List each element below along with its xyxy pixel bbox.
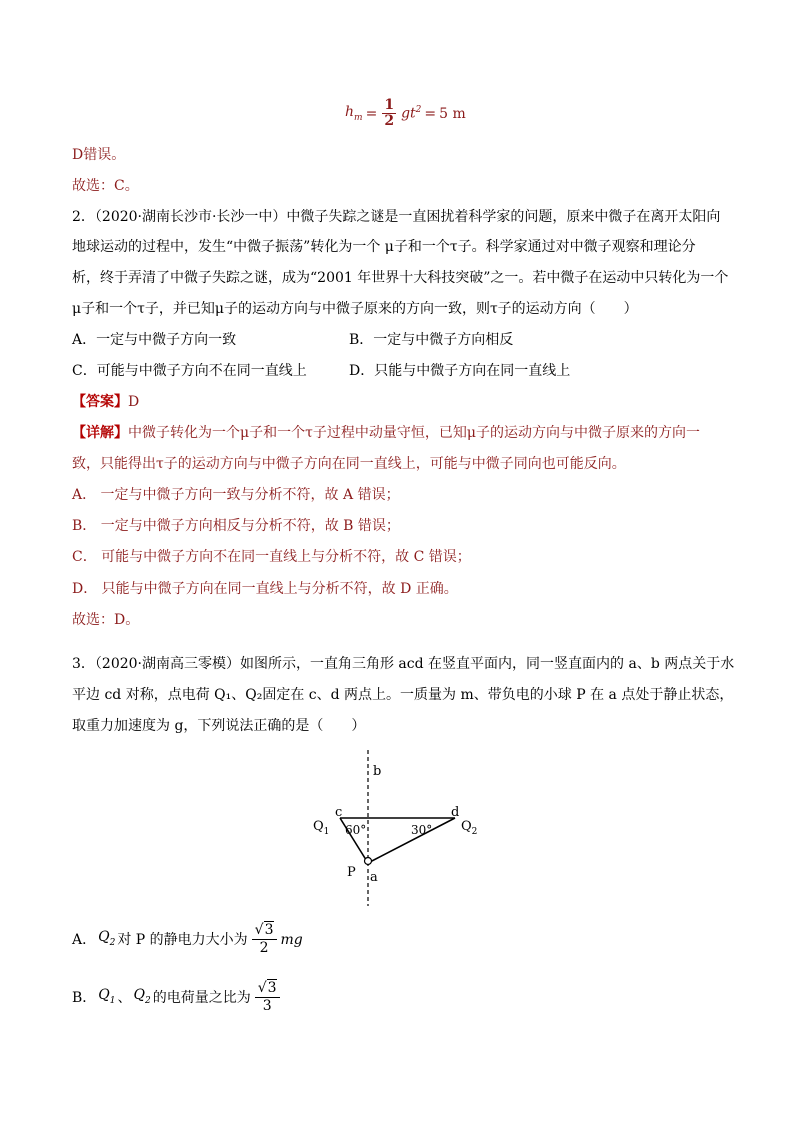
angle-d-label: 30° — [411, 823, 433, 837]
formula-rhs: $gt^2$ — [401, 105, 422, 122]
formula-eq2: = — [424, 105, 437, 122]
label-c: c — [335, 805, 343, 820]
triangle-diagram — [305, 748, 495, 908]
q3-line-2: 平边 cd 对称，点电荷 Q₁、Q₂固定在 c、d 两点上。一质量为 m、带负电的小球 P 在 a 点处于静止状态， — [72, 687, 734, 703]
angle-c-label: 60° — [345, 823, 367, 837]
formula-eq1: = — [365, 105, 378, 122]
q2-option-c: C．可能与中微子方向不在同一直线上 — [72, 363, 307, 379]
formula-fraction: $\frac{1}{2}$ — [384, 97, 395, 129]
q2-option-a: A．一定与中微子方向一致 — [72, 332, 237, 348]
formula-h-equals-half-gt2 — [345, 98, 466, 129]
q2-line-4: μ子和一个τ子，并已知μ子的运动方向与中微子原来的方向一致，则τ子的运动方向（ ） — [72, 301, 638, 317]
sqrt3-over-3: √3 3 — [255, 980, 280, 1015]
q1-d-wrong: D错误。 — [72, 147, 126, 163]
q2-detail-line-1: 【详解】中微子转化为一个μ子和一个τ子过程中动量守恒，已知μ子的运动方向与中微子原来的方向一 — [72, 425, 700, 441]
label-d: d — [451, 805, 460, 820]
q1-choice: 故选：C。 — [72, 178, 139, 194]
q3-option-a: A． $Q_2$ 对 P 的静电力大小为 √3 2 mg — [72, 922, 303, 956]
label-b: b — [373, 764, 382, 779]
charge-p-ball — [365, 858, 372, 865]
label-q1: $Q_1$ — [313, 819, 330, 837]
q3-line-3: 取重力加速度为 g，下列说法正确的是（ ） — [72, 718, 366, 734]
q2-detail-line-2: 致，只能得出τ子的运动方向与中微子方向在同一直线上，可能与中微子同向也可能反向。 — [72, 456, 626, 472]
q2-line-2: 地球运动的过程中，发生“中微子振荡”转化为一个 μ子和一个τ子。科学家通过对中微子观察和理论分 — [72, 239, 696, 255]
q2-option-d: D．只能与中微子方向在同一直线上 — [349, 363, 571, 379]
q2-answer — [72, 393, 139, 411]
label-q2: $Q_2$ — [461, 819, 478, 837]
q3-line-1: 3．（2020·湖南高三零模）如图所示，一直角三角形 acd 在竖直平面内，同一竖直面内的 a、b 两点关于水 — [72, 656, 735, 672]
label-a: a — [370, 870, 378, 885]
q2-option-b: B．一定与中微子方向相反 — [349, 332, 514, 348]
answer-value: D — [128, 394, 140, 410]
sqrt3-over-2: √3 2 — [252, 922, 277, 957]
detail-label: 【详解】 — [72, 425, 128, 441]
label-p: P — [347, 865, 356, 880]
answer-label: 【答案】 — [72, 394, 128, 410]
q2-choice: 故选：D。 — [72, 612, 140, 628]
q2-analysis-a: A． 一定与中微子方向一致与分析不符，故 A 错误； — [72, 487, 400, 503]
q2-line-1: 2．（2020·湖南长沙市·长沙一中）中微子失踪之谜是一直困扰着科学家的问题，原来中微子在离开太阳向 — [72, 209, 721, 225]
q2-analysis-b: B． 一定与中微子方向相反与分析不符，故 B 错误； — [72, 518, 400, 534]
q2-analysis-c: C． 可能与中微子方向不在同一直线上与分析不符，故 C 错误； — [72, 549, 471, 565]
formula-lhs: $h_m$ — [345, 104, 363, 123]
q2-analysis-d: D． 只能与中微子方向在同一直线上与分析不符，故 D 正确。 — [72, 581, 458, 597]
q3-option-b: B． $Q_1$ 、 $Q_2$ 的电荷量之比为 √3 3 — [72, 980, 282, 1015]
formula-result: 5 m — [439, 105, 466, 122]
q2-line-3: 析，终于弄清了中微子失踪之谜，成为“2001 年世界十大科技突破”之一。若中微子在运动中只转化为一个 — [72, 270, 729, 286]
